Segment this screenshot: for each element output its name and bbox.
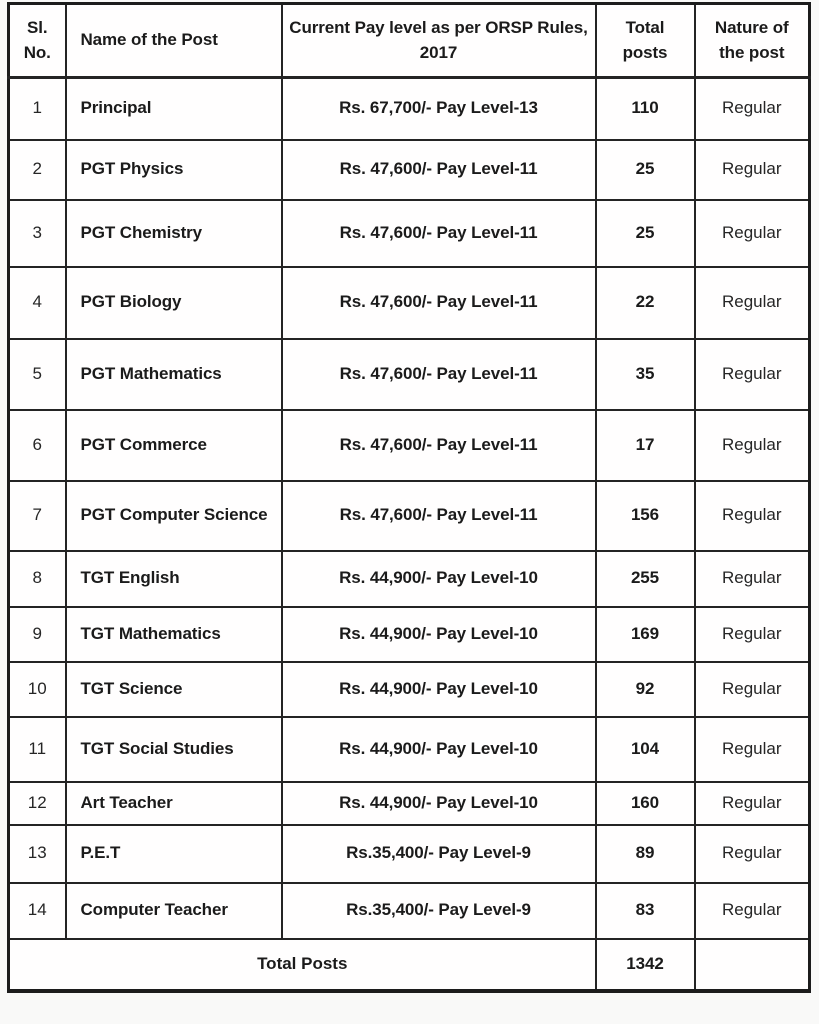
pay-level-cell: Rs. 47,600/- Pay Level-11	[282, 410, 596, 481]
nature-cell: Regular	[695, 607, 810, 662]
total-posts-cell: 92	[596, 662, 695, 717]
total-posts-cell: 89	[596, 825, 695, 883]
post-name-cell: PGT Computer Science	[66, 481, 282, 551]
total-posts-cell: 17	[596, 410, 695, 481]
post-name-cell: P.E.T	[66, 825, 282, 883]
post-name-cell: TGT Social Studies	[66, 717, 282, 782]
post-name-cell: Art Teacher	[66, 782, 282, 825]
sl-number-cell: 3	[9, 200, 66, 267]
pay-level-cell: Rs. 44,900/- Pay Level-10	[282, 551, 596, 607]
total-posts-cell: 35	[596, 339, 695, 410]
total-posts-cell: 169	[596, 607, 695, 662]
sl-number-cell: 6	[9, 410, 66, 481]
nature-cell: Regular	[695, 481, 810, 551]
pay-level-cell: Rs. 47,600/- Pay Level-11	[282, 200, 596, 267]
sl-number-cell: 9	[9, 607, 66, 662]
sl-number-cell: 7	[9, 481, 66, 551]
table-row	[9, 140, 810, 200]
header-nature: Nature of the post	[695, 4, 810, 78]
sl-number-cell: 8	[9, 551, 66, 607]
sl-number-cell: 1	[9, 78, 66, 140]
pay-level-cell: Rs. 47,600/- Pay Level-11	[282, 481, 596, 551]
header-row	[9, 4, 810, 78]
pay-level-cell: Rs. 47,600/- Pay Level-11	[282, 140, 596, 200]
post-name-cell: TGT Science	[66, 662, 282, 717]
nature-cell: Regular	[695, 78, 810, 140]
total-posts-label: Total Posts	[9, 939, 596, 991]
sl-number-cell: 12	[9, 782, 66, 825]
nature-cell: Regular	[695, 825, 810, 883]
total-posts-cell: 156	[596, 481, 695, 551]
nature-cell: Regular	[695, 339, 810, 410]
table-header	[9, 4, 810, 78]
table-row	[9, 607, 810, 662]
post-name-cell: Computer Teacher	[66, 883, 282, 939]
post-name-cell: TGT Mathematics	[66, 607, 282, 662]
sl-number-cell: 4	[9, 267, 66, 339]
total-posts-cell: 160	[596, 782, 695, 825]
nature-cell: Regular	[695, 200, 810, 267]
table-row	[9, 662, 810, 717]
nature-cell: Regular	[695, 662, 810, 717]
total-posts-cell: 83	[596, 883, 695, 939]
table-row	[9, 883, 810, 939]
sl-number-cell: 14	[9, 883, 66, 939]
pay-level-cell: Rs. 44,900/- Pay Level-10	[282, 662, 596, 717]
total-posts-cell: 255	[596, 551, 695, 607]
post-name-cell: PGT Commerce	[66, 410, 282, 481]
pay-level-cell: Rs. 44,900/- Pay Level-10	[282, 782, 596, 825]
post-name-cell: PGT Biology	[66, 267, 282, 339]
table-row	[9, 782, 810, 825]
table-row	[9, 481, 810, 551]
total-posts-cell: 104	[596, 717, 695, 782]
post-name-cell: PGT Mathematics	[66, 339, 282, 410]
pay-level-cell: Rs. 44,900/- Pay Level-10	[282, 607, 596, 662]
total-posts-value: 1342	[596, 939, 695, 991]
total-posts-cell: 22	[596, 267, 695, 339]
pay-level-cell: Rs. 67,700/- Pay Level-13	[282, 78, 596, 140]
posts-table	[7, 2, 811, 993]
pay-level-cell: Rs. 47,600/- Pay Level-11	[282, 339, 596, 410]
header-sl-no: Sl. No.	[9, 4, 66, 78]
pay-level-cell: Rs.35,400/- Pay Level-9	[282, 825, 596, 883]
table-row	[9, 717, 810, 782]
table-row	[9, 78, 810, 140]
table-body	[9, 78, 810, 939]
sl-number-cell: 2	[9, 140, 66, 200]
table-footer	[9, 939, 810, 991]
nature-cell: Regular	[695, 551, 810, 607]
footer-empty-cell	[695, 939, 810, 991]
table-row	[9, 200, 810, 267]
post-name-cell: TGT English	[66, 551, 282, 607]
nature-cell: Regular	[695, 883, 810, 939]
pay-level-cell: Rs.35,400/- Pay Level-9	[282, 883, 596, 939]
table-row	[9, 267, 810, 339]
pay-level-cell: Rs. 44,900/- Pay Level-10	[282, 717, 596, 782]
table-row	[9, 410, 810, 481]
sl-number-cell: 5	[9, 339, 66, 410]
table-row	[9, 339, 810, 410]
sl-number-cell: 11	[9, 717, 66, 782]
post-name-cell: PGT Physics	[66, 140, 282, 200]
total-posts-cell: 25	[596, 140, 695, 200]
total-posts-cell: 110	[596, 78, 695, 140]
table-row	[9, 551, 810, 607]
pay-level-cell: Rs. 47,600/- Pay Level-11	[282, 267, 596, 339]
nature-cell: Regular	[695, 410, 810, 481]
post-name-cell: Principal	[66, 78, 282, 140]
sl-number-cell: 10	[9, 662, 66, 717]
nature-cell: Regular	[695, 717, 810, 782]
header-post-name: Name of the Post	[66, 4, 282, 78]
header-total-posts: Total posts	[596, 4, 695, 78]
nature-cell: Regular	[695, 140, 810, 200]
nature-cell: Regular	[695, 267, 810, 339]
table-row	[9, 825, 810, 883]
nature-cell: Regular	[695, 782, 810, 825]
post-name-cell: PGT Chemistry	[66, 200, 282, 267]
sl-number-cell: 13	[9, 825, 66, 883]
total-row	[9, 939, 810, 991]
total-posts-cell: 25	[596, 200, 695, 267]
header-pay-level: Current Pay level as per ORSP Rules, 2017	[282, 4, 596, 78]
